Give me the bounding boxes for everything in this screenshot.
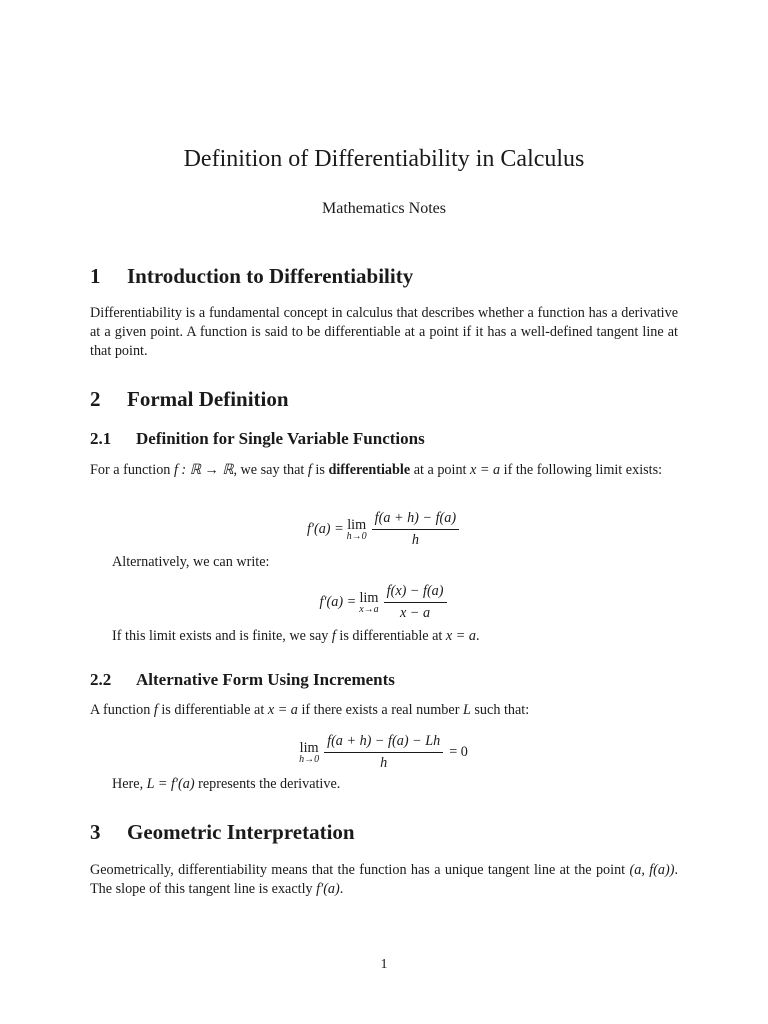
section-number: 2 <box>90 387 101 411</box>
subsection-title: Definition for Single Variable Functions <box>136 429 425 448</box>
equation-derivative-h <box>0 510 768 549</box>
equation-lhs: f′(a) = <box>319 594 357 610</box>
section-1-heading <box>90 264 413 289</box>
limit-operator: lim x→a <box>359 590 379 615</box>
fraction <box>372 510 459 549</box>
fraction-denominator: h <box>411 532 419 548</box>
alternative-text: Alternatively, we can write: <box>112 554 270 570</box>
equation-lhs: f′(a) = <box>306 521 344 537</box>
subsection-2-1-intro: For a function f : ℝ → ℝ, we say that f is differentiable at a point x = a if the following limit exists: <box>90 462 663 478</box>
limit-operator: lim h→0 <box>346 517 367 542</box>
subsection-2-2-intro: A function f is differentiable at x = a if there exists a real number L such that: <box>90 702 530 718</box>
document-title: Definition of Differentiability in Calculus <box>183 146 585 172</box>
section-title: Introduction to Differentiability <box>127 264 414 288</box>
subsection-title: Alternative Form Using Increments <box>136 670 395 689</box>
subsection-number: 2.1 <box>90 429 112 448</box>
fraction-denominator: x − a <box>400 605 431 621</box>
equation-rhs: = 0 <box>449 744 468 760</box>
section-2-heading <box>90 387 289 412</box>
finite-limit-text: If this limit exists and is finite, we say f is differentiable at x = a. <box>112 628 480 644</box>
section-3-paragraph: Geometrically, differentiability means that the function has a unique tangent line at the point (a, f(a)). The slope of this tangent line is exactly f′(a). <box>90 862 678 897</box>
fraction <box>324 733 443 772</box>
fraction-numerator: f(x) − f(a) <box>384 583 447 603</box>
fraction <box>384 583 447 622</box>
equation-increment-form <box>0 733 768 772</box>
section-number: 1 <box>90 264 101 288</box>
fraction-numerator: f(a + h) − f(a) <box>372 510 459 530</box>
page-number: 1 <box>380 957 388 972</box>
section-3-heading <box>90 820 355 845</box>
section-1-paragraph: Differentiability is a fundamental concept in calculus that describes whether a function has a derivative at a given point. A function is said to be differentiable at a point if it has a well-defined tangent line at that point. <box>90 305 678 359</box>
section-title: Geometric Interpretation <box>127 820 355 844</box>
document-subtitle: Mathematics Notes <box>322 200 446 217</box>
fraction-numerator: f(a + h) − f(a) − Lh <box>324 733 443 753</box>
subsection-2-1-heading <box>90 429 425 449</box>
section-number: 3 <box>90 820 101 844</box>
subsection-number: 2.2 <box>90 670 112 689</box>
subsection-2-2-heading <box>90 670 395 690</box>
limit-operator: lim h→0 <box>299 740 320 765</box>
derivative-note: Here, L = f′(a) represents the derivative. <box>112 776 341 792</box>
fraction-denominator: h <box>380 755 388 771</box>
equation-derivative-x <box>0 583 768 622</box>
section-title: Formal Definition <box>127 387 289 411</box>
